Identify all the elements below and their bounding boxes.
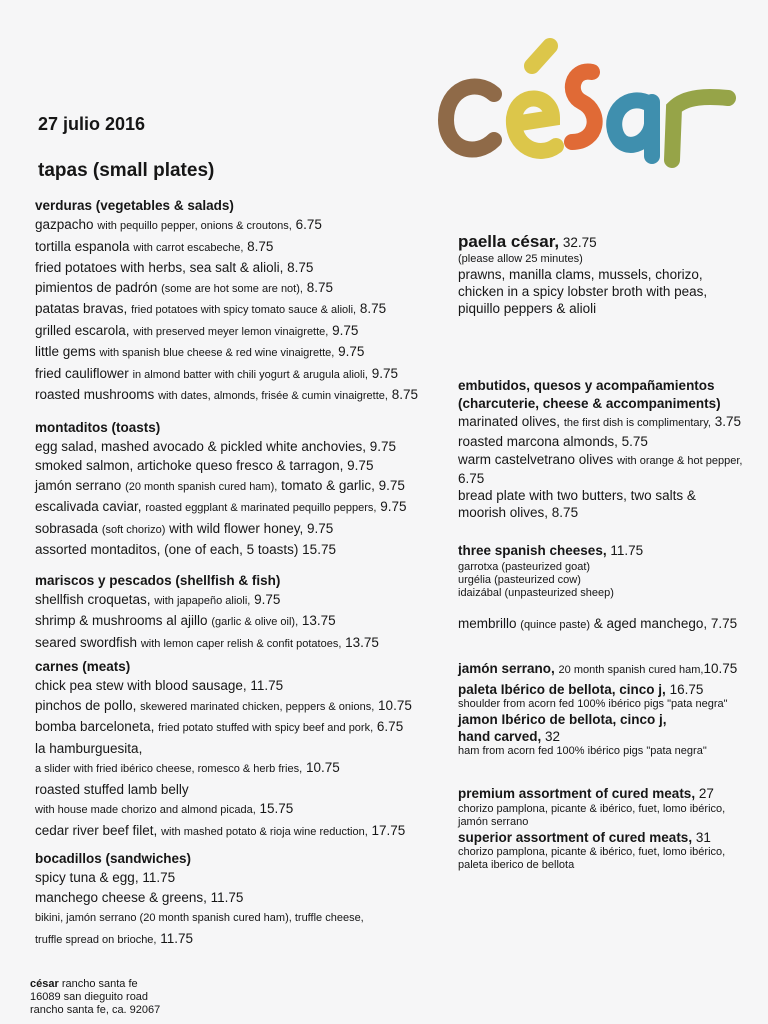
menu-item: cedar river beef filet, with mashed potato & rioja wine reduction, 17.75 xyxy=(35,822,406,838)
menu-item: grilled escarola, with preserved meyer lemon vinaigrette, 9.75 xyxy=(35,322,359,338)
menu-date: 27 julio 2016 xyxy=(38,114,146,134)
menu-desc: paleta iberico de bellota xyxy=(458,859,575,871)
menu-item: patatas bravas, fried potatoes with spicy tomato sauce & alioli, 8.75 xyxy=(35,301,387,316)
menu-desc: prawns, manilla clams, mussels, chorizo, xyxy=(458,266,703,282)
menu-item: marinated olives, the first dish is complimentary, 3.75 xyxy=(458,413,741,429)
menu-item: superior assortment of cured meats, 31 xyxy=(458,830,711,845)
embutidos-section xyxy=(458,377,763,522)
menu-item: paleta Ibérico de bellota, cinco j, 16.75 xyxy=(458,681,704,697)
menu-item: roasted marcona almonds, 5.75 xyxy=(458,433,648,449)
menu-item: bread plate with two butters, two salts & xyxy=(458,488,696,503)
category-title: mariscos y pescados (shellfish & fish) xyxy=(35,572,281,588)
menu-item-detail: a slider with fried ibérico cheese, romesco & herb fries, 10.75 xyxy=(35,760,340,775)
footer-name: césar rancho santa fe xyxy=(30,978,138,990)
logo-letter-a xyxy=(614,100,652,156)
menu-item: bikini, jamón serrano (20 month spanish cured ham), truffle cheese, xyxy=(35,912,364,924)
menu-desc: ham from acorn fed 100% ibérico pigs "pata negra" xyxy=(458,744,707,757)
logo-letter-c xyxy=(446,86,494,149)
menu-item: sobrasada (soft chorizo) with wild flower honey, 9.75 xyxy=(35,520,334,536)
carnes-section xyxy=(35,658,445,842)
menu-item: three spanish cheeses, 11.75 xyxy=(458,543,644,558)
menu-item: roasted mushrooms with dates, almonds, frisée & cumin vinaigrette, 8.75 xyxy=(35,387,419,402)
bocadillos-section xyxy=(35,850,445,950)
menu-item: jamón serrano (20 month spanish cured ham), tomato & garlic, 9.75 xyxy=(35,477,405,493)
verduras-section xyxy=(35,197,445,407)
menu-item: roasted stuffed lamb belly xyxy=(35,781,189,797)
menu-item: fried potatoes with herbs, sea salt & alioli, 8.75 xyxy=(35,260,314,275)
menu-item: gazpacho with pequillo pepper, onions & croutons, 6.75 xyxy=(35,217,322,232)
menu-item: fried cauliflower in almond batter with chili yogurt & arugula alioli, 9.75 xyxy=(35,365,399,381)
montaditos-section xyxy=(35,419,445,560)
menu-item: spicy tuna & egg, 11.75 xyxy=(35,870,176,885)
menu-item: escalivada caviar, roasted eggplant & marinated pequillo peppers, 9.75 xyxy=(35,499,407,514)
menu-item-detail: with house made chorizo and almond picada, 15.75 xyxy=(35,801,294,816)
category-title: bocadillos (sandwiches) xyxy=(35,851,192,866)
menu-item: egg salad, mashed avocado & pickled white anchovies, 9.75 xyxy=(35,438,397,454)
cheese-sub: garrotxa (pasteurized goat) xyxy=(458,560,591,573)
category-title: verduras (vegetables & salads) xyxy=(35,198,234,213)
menu-desc: chicken in a spicy lobster broth with peas, xyxy=(458,283,708,299)
menu-item-detail: moorish olives, 8.75 xyxy=(458,505,579,520)
logo-letter-s xyxy=(572,72,595,142)
paella-section xyxy=(458,232,763,317)
menu-item: premium assortment of cured meats, 27 xyxy=(458,785,714,801)
cheese-sub: idaizábal (unpasteurized sheep) xyxy=(458,586,614,599)
menu-item: pimientos de padrón (some are hot some are not), 8.75 xyxy=(35,279,333,295)
menu-item-detail: truffle spread on brioche, 11.75 xyxy=(35,930,194,946)
menu-desc: jamón serrano xyxy=(458,816,529,828)
menu-item: smoked salmon, artichoke queso fresco & tarragon, 9.75 xyxy=(35,458,374,473)
menu-item: hand carved, 32 xyxy=(458,728,561,744)
menu-item: little gems with spanish blue cheese & red wine vinaigrette, 9.75 xyxy=(35,344,365,359)
menu-item: jamon Ibérico de bellota, cinco j, xyxy=(458,711,667,727)
menu-desc: chorizo pamplona, picante & ibérico, fuet, lomo ibérico, xyxy=(458,803,726,815)
category-title: montaditos (toasts) xyxy=(35,419,161,435)
category-title: embutidos, quesos y acompañamientos xyxy=(458,377,715,393)
footer-address-line: rancho santa fe, ca. 92067 xyxy=(30,1004,161,1016)
cesar-logo xyxy=(432,32,738,172)
menu-item: la hamburguesita, xyxy=(35,740,143,756)
menu-item: manchego cheese & greens, 11.75 xyxy=(35,889,244,905)
logo-accent xyxy=(532,46,550,66)
category-title: carnes (meats) xyxy=(35,659,131,674)
menu-item: assorted montaditos, (one of each, 5 toasts) 15.75 xyxy=(35,542,336,557)
footer-address-line: 16089 san dieguito road xyxy=(30,991,149,1003)
jamon-section xyxy=(458,659,763,758)
logo-letter-r xyxy=(672,97,728,160)
menu-desc: chorizo pamplona, picante & ibérico, fuet, lomo ibérico, xyxy=(458,846,726,858)
menu-desc: piquillo peppers & alioli xyxy=(458,300,597,316)
menu-item: warm castelvetrano olives with orange & hot pepper, xyxy=(458,452,743,467)
assortment-section xyxy=(458,784,763,873)
mariscos-section xyxy=(35,572,445,655)
menu-desc: shoulder from acorn fed 100% ibérico pigs "pata negra" xyxy=(458,697,728,710)
menu-item: seared swordfish with lemon caper relish & confit potatoes, 13.75 xyxy=(35,634,379,650)
section-title: tapas (small plates) xyxy=(38,160,215,181)
menu-item: shrimp & mushrooms al ajillo (garlic & olive oil), 13.75 xyxy=(35,613,336,628)
menu-note: (please allow 25 minutes) xyxy=(458,252,583,265)
menu-item: pinchos de pollo, skewered marinated chicken, peppers & onions, 10.75 xyxy=(35,697,412,713)
menu-item: chick pea stew with blood sausage, 11.75 xyxy=(35,678,284,693)
menu-item-price: 6.75 xyxy=(458,471,485,486)
cheese-sub: urgélia (pasteurized cow) xyxy=(458,573,581,586)
menu-item: shellfish croquetas, with japapeño alioli, 9.75 xyxy=(35,591,281,607)
menu-item: membrillo (quince paste) & aged manchego, 7.75 xyxy=(458,615,738,631)
category-subtitle: (charcuterie, cheese & accompaniments) xyxy=(458,395,721,411)
right-column xyxy=(458,232,763,872)
logo-letter-e xyxy=(514,98,556,150)
menu-item: paella césar, 32.75 xyxy=(458,232,597,251)
menu-item: jamón serrano, 20 month spanish cured ham,10.75 xyxy=(458,661,738,676)
menu-item: tortilla espanola with carrot escabeche, 8.75 xyxy=(35,238,274,254)
menu-item: bomba barceloneta, fried potato stuffed with spicy beef and pork, 6.75 xyxy=(35,719,404,734)
left-column xyxy=(35,197,445,950)
cheeses-section xyxy=(458,541,763,635)
footer-address xyxy=(30,978,160,1017)
